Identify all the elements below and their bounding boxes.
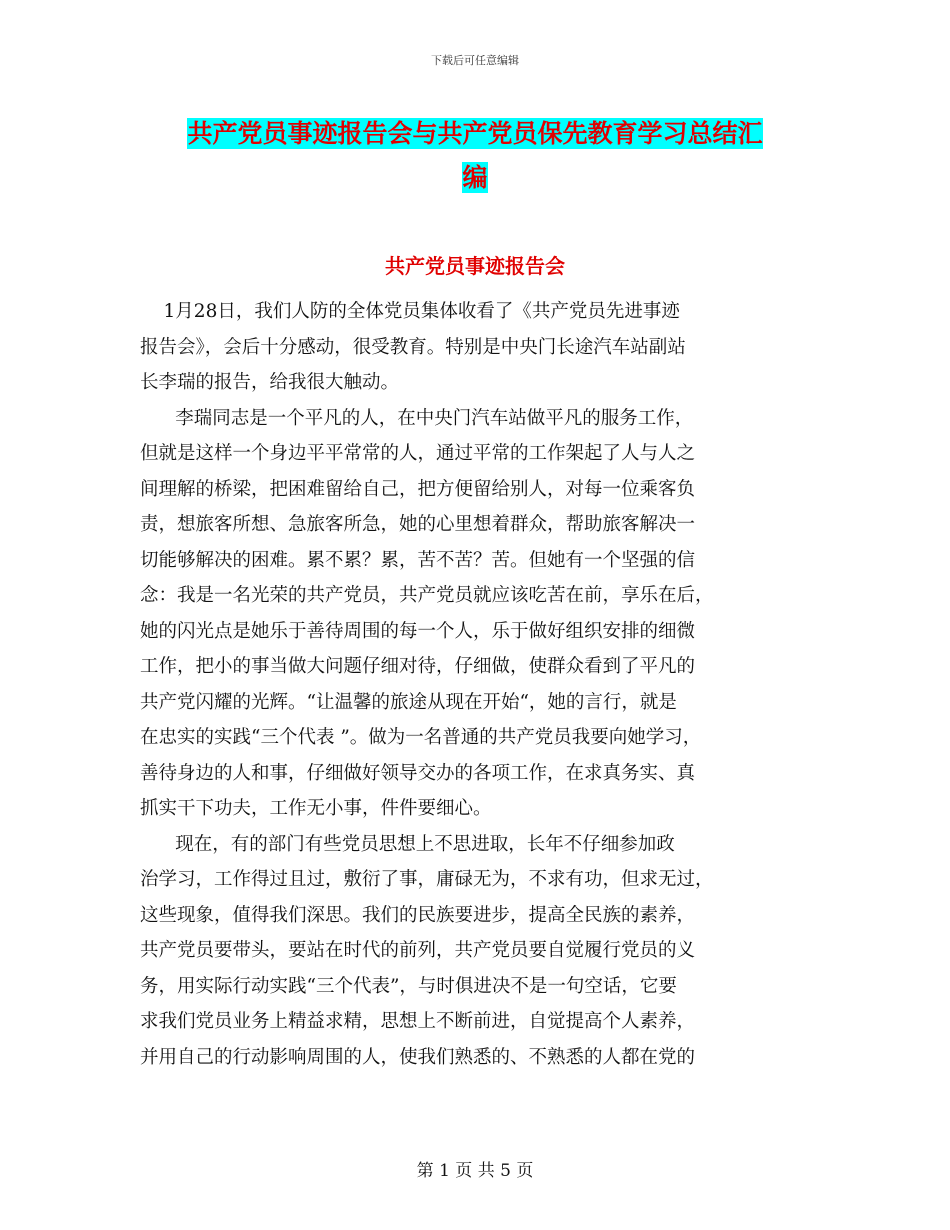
body-line: 抓实干下功夫，工作无小事，件件要细心。 [140, 798, 492, 819]
body-line: 治学习，工作得过且过，敷衍了事，庸碌无为，不求有功，但求无过， [140, 869, 714, 890]
body-line: 报告会》，会后十分感动，很受教育。特别是中央门长途汽车站副站 [140, 336, 686, 358]
body-line: 现在，有的部门有些党员思想上不思进取，长年不仔细参加政 [140, 833, 675, 855]
document-title-line-2: 编 [462, 163, 488, 192]
body-line: 善待身边的人和事，仔细做好领导交办的各项工作，在求真务实、真 [140, 762, 696, 784]
page-footer: 第 1 页 共 5 页 [416, 1161, 534, 1181]
body-line: 在忠实的实践“三个代表 ”。做为一名普通的共产党员我要向她学习， [140, 727, 702, 748]
body-line: 并用自己的行动影响周围的人，使我们熟悉的、不熟悉的人都在党的 [140, 1046, 696, 1068]
body-text [140, 294, 714, 1075]
body-line: 求我们党员业务上精益求精，思想上不断前进，自觉提高个人素养， [140, 1011, 696, 1032]
body-line: 念：我是一名光荣的共产党员，共产党员就应该吃苦在前，享乐在后， [140, 585, 714, 606]
body-line: 间理解的桥梁，把困难留给自己，把方便留给别人，对每一位乘客负 [140, 478, 696, 500]
body-line: 工作，把小的事当做大问题仔细对待，仔细做，使群众看到了平凡的 [140, 656, 696, 677]
document-title [0, 112, 950, 200]
document-title-line-1: 共产党员事迹报告会与共产党员保先教育学习总结汇 [187, 119, 763, 148]
body-line: 这些现象，值得我们深思。我们的民族要进步，提高全民族的素养， [140, 904, 696, 926]
section-title: 共产党员事迹报告会 [385, 254, 565, 278]
body-line: 长李瑞的报告，给我很大触动。 [140, 372, 400, 393]
body-line: 她的闪光点是她乐于善待周围的每一个人，乐于做好组织安排的细微 [140, 620, 696, 642]
body-line: 共产党闪耀的光辉。“让温馨的旅途从现在开始“，她的言行，就是 [140, 691, 677, 713]
body-line: 务，用实际行动实践“三个代表”，与时俱进决不是一句空话，它要 [140, 975, 677, 997]
body-line: 1月28日，我们人防的全体党员集体收看了《共产党员先进事迹 [140, 301, 680, 322]
body-line: 共产党员要带头，要站在时代的前列，共产党员要自觉履行党员的义 [140, 940, 696, 961]
body-line: 切能够解决的困难。累不累？累，苦不苦？苦。但她有一个坚强的信 [140, 549, 696, 571]
body-line: 责，想旅客所想、急旅客所急，她的心里想着群众，帮助旅客解决一 [140, 514, 696, 535]
body-line: 李瑞同志是一个平凡的人，在中央门汽车站做平凡的服务工作， [140, 407, 694, 429]
page-header-note: 下载后可任意编辑 [431, 54, 519, 67]
body-line: 但就是这样一个身边平平常常的人，通过平常的工作架起了人与人之 [140, 443, 696, 464]
